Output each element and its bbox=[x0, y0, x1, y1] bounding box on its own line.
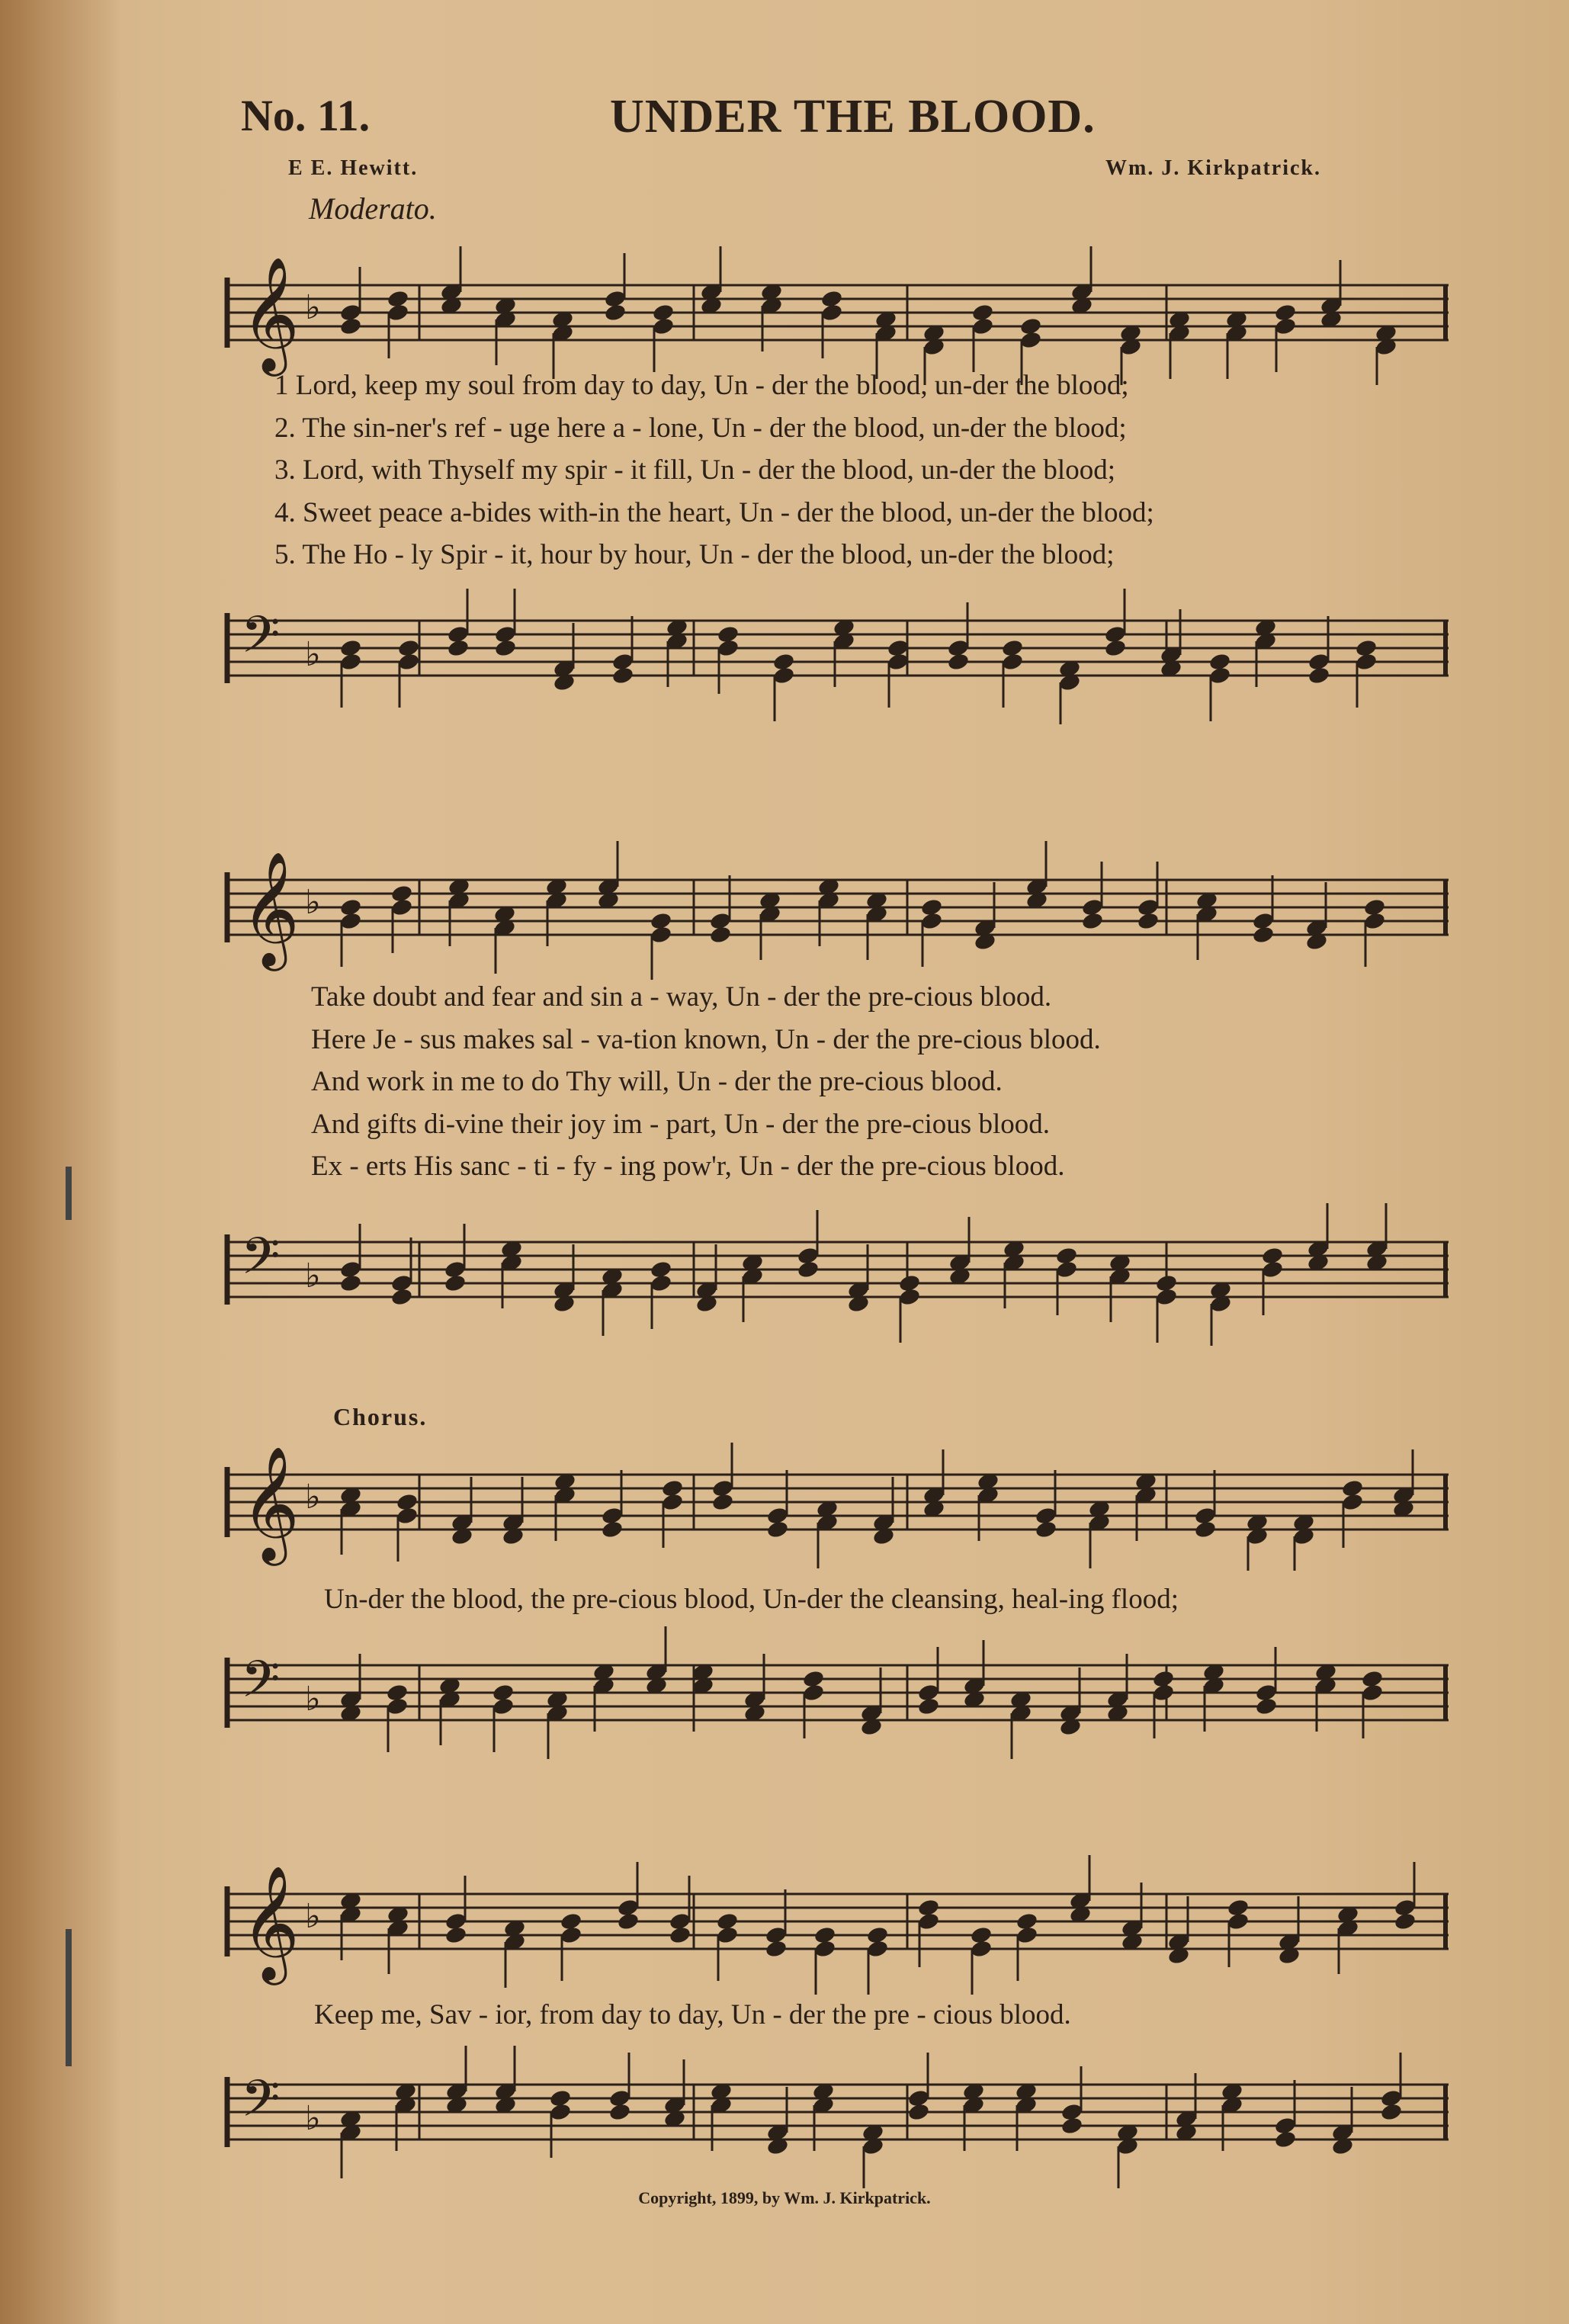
lyric-line: Keep me, Sav - ior, from day to day, Un - der the pre - cious blood. bbox=[314, 1999, 1071, 2030]
note-head bbox=[917, 1696, 941, 1716]
verse-lyrics bbox=[311, 976, 1101, 1188]
note-head bbox=[608, 2102, 632, 2122]
lyric-line: 1 Lord, keep my soul from day to day, Un - der the blood, un-der the blood; bbox=[274, 370, 1129, 401]
lyric-line: 3. Lord, with Thyself my spir - it fill, Un - der the blood, un-der the blood; bbox=[274, 454, 1115, 486]
note-head bbox=[339, 316, 363, 336]
chorus-label: Chorus. bbox=[333, 1403, 428, 1430]
note-head bbox=[669, 1925, 692, 1945]
note-head bbox=[1104, 638, 1128, 658]
verse-lyrics bbox=[274, 364, 1154, 576]
flat-key-signature-icon: ♭ bbox=[305, 1897, 321, 1936]
flat-key-signature-icon: ♭ bbox=[305, 1257, 321, 1295]
note-head bbox=[444, 1273, 467, 1293]
bass-clef-icon: 𝄢 bbox=[241, 605, 281, 676]
treble-staff bbox=[221, 835, 1456, 980]
note-head bbox=[1194, 1520, 1218, 1539]
flat-key-signature-icon: ♭ bbox=[305, 1680, 321, 1719]
music-system bbox=[221, 1845, 1456, 2165]
hymn-title: UNDER THE BLOOD. bbox=[610, 91, 1096, 143]
note-head bbox=[390, 1287, 414, 1307]
treble-clef-icon: 𝄞 bbox=[241, 1445, 300, 1561]
note-head bbox=[797, 1260, 820, 1279]
lyric-line: Ex - erts His sanc - ti - fy - ing pow'r, Un - der the pre-cious blood. bbox=[311, 1151, 1065, 1182]
note-head bbox=[444, 1925, 468, 1945]
author-credit: E E. Hewitt. bbox=[288, 156, 419, 180]
music-system bbox=[221, 229, 1456, 717]
note-head bbox=[1394, 1912, 1417, 1931]
lyric-line: Un-der the blood, the pre-cious blood, Un-der the cleansing, heal-ing flood; bbox=[324, 1584, 1179, 1615]
hymn-header bbox=[0, 90, 1569, 151]
note-head bbox=[1274, 2130, 1298, 2149]
note-head bbox=[1252, 925, 1275, 945]
chorus-lyrics bbox=[314, 1994, 1071, 2037]
treble-clef-icon: 𝄞 bbox=[241, 255, 300, 371]
hymn-number: No. 11. bbox=[241, 91, 371, 140]
note-head bbox=[1137, 911, 1160, 931]
note-head bbox=[1060, 2116, 1084, 2136]
flat-key-signature-icon: ♭ bbox=[305, 2099, 321, 2138]
composer-credit: Wm. J. Kirkpatrick. bbox=[1105, 156, 1321, 180]
note-head bbox=[1035, 1520, 1058, 1539]
note-head bbox=[1380, 2102, 1404, 2122]
treble-staff bbox=[221, 1433, 1456, 1571]
lyric-line: And gifts di-vine their joy im - part, Un - der the pre-cious blood. bbox=[311, 1108, 1050, 1140]
bass-staff bbox=[221, 2036, 1456, 2188]
note-head bbox=[1081, 911, 1105, 931]
flat-key-signature-icon: ♭ bbox=[305, 288, 321, 327]
note-head bbox=[604, 303, 627, 323]
note-head bbox=[947, 652, 971, 672]
bass-clef-icon: 𝄢 bbox=[241, 1227, 281, 1298]
bass-staff bbox=[221, 572, 1456, 724]
page-spine-shadow bbox=[0, 0, 122, 2324]
chorus-lyrics bbox=[324, 1578, 1179, 1621]
note-head bbox=[1308, 666, 1331, 685]
note-head bbox=[611, 666, 635, 685]
bass-clef-icon: 𝄢 bbox=[241, 1650, 281, 1721]
note-head bbox=[601, 1520, 624, 1539]
music-system bbox=[221, 1433, 1456, 1754]
treble-clef-icon: 𝄞 bbox=[241, 850, 300, 966]
flat-key-signature-icon: ♭ bbox=[305, 1478, 321, 1517]
bass-clef-icon: 𝄢 bbox=[241, 2069, 281, 2140]
lyric-line: 2. The sin-ner's ref - uge here a - lone, Un - der the blood, un-der the blood; bbox=[274, 412, 1127, 444]
music-system bbox=[221, 820, 1456, 1338]
treble-staff bbox=[221, 240, 1456, 385]
binding-staple-mark bbox=[66, 1929, 72, 2066]
flat-key-signature-icon: ♭ bbox=[305, 883, 321, 922]
bass-staff bbox=[221, 1616, 1456, 1769]
note-head bbox=[709, 925, 733, 945]
note-head bbox=[711, 1492, 735, 1512]
note-head bbox=[617, 1912, 640, 1931]
tempo-marking: Moderato. bbox=[309, 191, 437, 226]
note-head bbox=[766, 1520, 790, 1539]
note-head bbox=[907, 2102, 931, 2122]
lyric-line: 5. The Ho - ly Spir - it, hour by hour, Un - der the blood, un-der the blood; bbox=[274, 539, 1115, 570]
binding-staple-mark bbox=[66, 1167, 72, 1220]
treble-clef-icon: 𝄞 bbox=[241, 1864, 300, 1980]
flat-key-signature-icon: ♭ bbox=[305, 635, 321, 674]
note-head bbox=[339, 1273, 363, 1293]
lyric-line: 4. Sweet peace a-bides with-in the heart, Un - der the blood, un-der the blood; bbox=[274, 496, 1154, 528]
lyric-line: Here Je - sus makes sal - va-tion known, Un - der the pre-cious blood. bbox=[311, 1023, 1101, 1055]
note-head bbox=[765, 1939, 788, 1959]
copyright-notice: Copyright, 1899, by Wm. J. Kirkpatrick. bbox=[638, 2188, 931, 2207]
note-head bbox=[494, 638, 518, 658]
note-head bbox=[447, 638, 470, 658]
treble-staff bbox=[221, 1845, 1456, 1998]
note-head bbox=[1255, 1696, 1279, 1716]
lyric-line: And work in me to do Thy will, Un - der the pre-cious blood. bbox=[311, 1066, 1003, 1097]
lyric-line: Take doubt and fear and sin a - way, Un - der the pre-cious blood. bbox=[311, 981, 1052, 1013]
bass-staff bbox=[221, 1193, 1456, 1346]
